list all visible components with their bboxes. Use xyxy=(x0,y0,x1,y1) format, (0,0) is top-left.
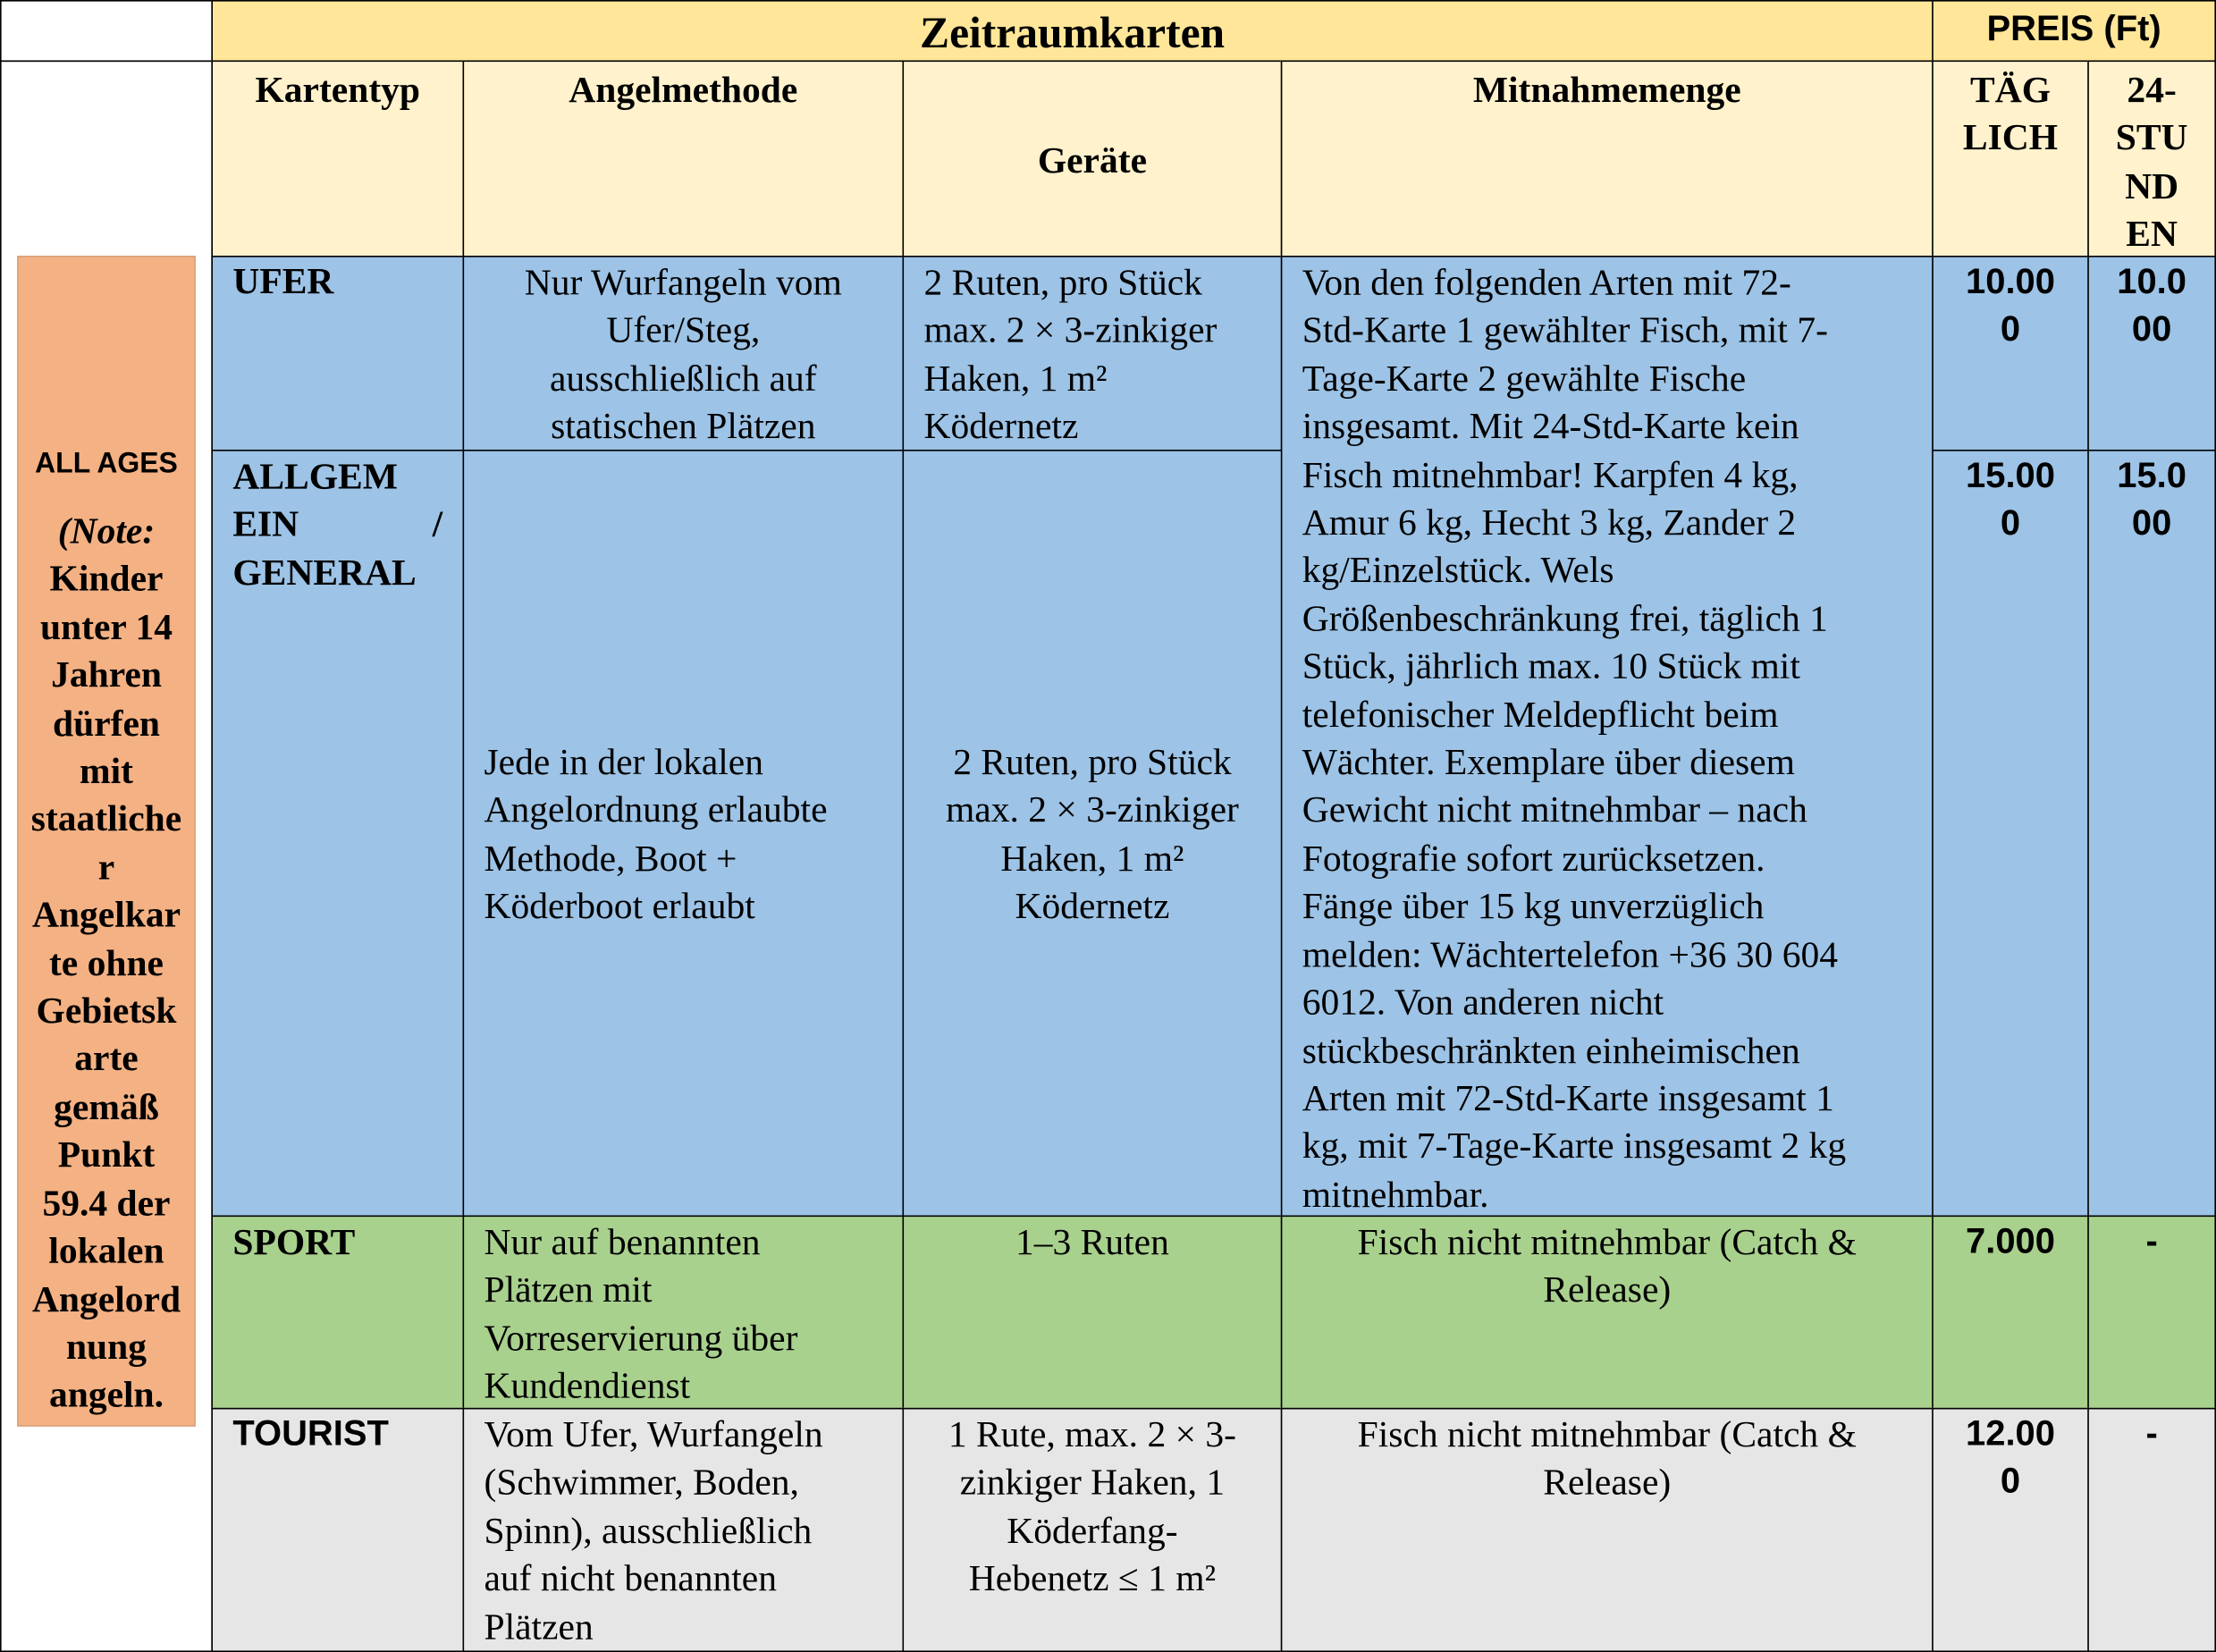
row-type-tourist: TOURIST xyxy=(211,1408,464,1652)
corner-empty-cell xyxy=(0,0,213,62)
row-type-allgemein-line-1: ALLGEM xyxy=(232,455,398,498)
row-method-ufer: Nur Wurfangeln vom Ufer/Steg, ausschließlich auf statischen Plätzen xyxy=(463,256,905,451)
row-gear-sport: 1–3 Ruten xyxy=(902,1216,1282,1410)
row-price-daily-sport: 7.000 xyxy=(1932,1216,2089,1410)
row-price-24h-sport: - xyxy=(2087,1216,2216,1410)
table-title: Zeitraumkarten xyxy=(211,0,1933,62)
column-header-geraete: Geräte xyxy=(902,60,1282,257)
row-price-24h-ufer: 10.0 00 xyxy=(2087,256,2216,451)
row-gear-tourist: 1 Rute, max. 2 × 3- zinkiger Haken, 1 Köderfang- Hebenetz ≤ 1 m² xyxy=(902,1408,1282,1652)
side-note-intro: (Note: xyxy=(57,510,156,552)
column-header-mitnahmemenge: Mitnahmemenge xyxy=(1281,60,1934,257)
row-catch-sport: Fisch nicht mitnehmbar (Catch & Release) xyxy=(1281,1216,1934,1410)
row-price-daily-ufer: 10.00 0 xyxy=(1932,256,2089,451)
row-type-sport: SPORT xyxy=(211,1216,464,1410)
price-group-header: PREIS (Ft) xyxy=(1932,0,2216,62)
row-price-daily-tourist: 12.00 0 xyxy=(1932,1408,2089,1652)
column-header-angelmethode: Angelmethode xyxy=(463,60,905,257)
row-price-daily-allgemein: 15.00 0 xyxy=(1932,450,2089,1217)
side-note-text: Kinder unter 14 Jahren dürfen mit staatliche r Angelkar te ohne Gebietsk arte gemäß Punkt 59.4 der lokalen Angelord nung angeln. xyxy=(30,558,182,1416)
column-header-kartentyp: Kartentyp xyxy=(211,60,464,257)
row-method-allgemein: Jede in der lokalen Angelordnung erlaubte Methode, Boot + Köderboot erlaubt xyxy=(463,450,905,1217)
row-price-24h-tourist: - xyxy=(2087,1408,2216,1652)
shared-catch-rules: Von den folgenden Arten mit 72- Std-Karte 1 gewählter Fisch, mit 7- Tage-Karte 2 gewählte Fische insgesamt. Mit 24-Std-Karte kein Fisch mitnehmbar! Karpfen 4 kg, Amur 6 kg, Hecht 3 kg, Zander 2 kg/Einzelstück. Wels Größenbeschränkung frei, täglich 1 Stück, jährlich max. 10 Stück mit telefonischer Meldepflicht beim Wächter. Exemplare über diesem Gewicht nicht mitnehmbar – nach Fotografie sofort zurücksetzen. Fänge über 15 kg unverzüglich melden: Wächtertelefon +36 30 604 6012. Von anderen nicht stückbeschränkten einheimischen Arten mit 72-Std-Karte insgesamt 1 kg, mit 7-Tage-Karte insgesamt 2 kg mitnehmbar. xyxy=(1281,256,1934,1217)
row-type-ufer: UFER xyxy=(211,256,464,451)
row-method-tourist: Vom Ufer, Wurfangeln (Schwimmer, Boden, Spinn), ausschließlich auf nicht benannten Plätzen xyxy=(463,1408,905,1652)
side-note-label: ALL AGES xyxy=(35,448,178,480)
row-price-24h-allgemein: 15.0 00 xyxy=(2087,450,2216,1217)
row-gear-allgemein: 2 Ruten, pro Stück max. 2 × 3-zinkiger Haken, 1 m² Ködernetz xyxy=(902,450,1282,1217)
row-type-allgemein xyxy=(211,450,464,1217)
row-gear-ufer: 2 Ruten, pro Stück max. 2 × 3-zinkiger Haken, 1 m² Ködernetz xyxy=(902,256,1282,451)
column-header-24-stunden: 24- STU ND EN xyxy=(2087,60,2216,257)
side-note-box xyxy=(17,256,196,1427)
row-method-sport: Nur auf benannten Plätzen mit Vorreservierung über Kundendienst xyxy=(463,1216,905,1410)
row-type-allgemein-line-2: EIN / xyxy=(232,503,443,545)
column-header-taeglich: TÄG LICH xyxy=(1932,60,2089,257)
row-catch-tourist: Fisch nicht mitnehmbar (Catch & Release) xyxy=(1281,1408,1934,1652)
row-type-allgemein-line-3: GENERAL xyxy=(232,551,417,594)
